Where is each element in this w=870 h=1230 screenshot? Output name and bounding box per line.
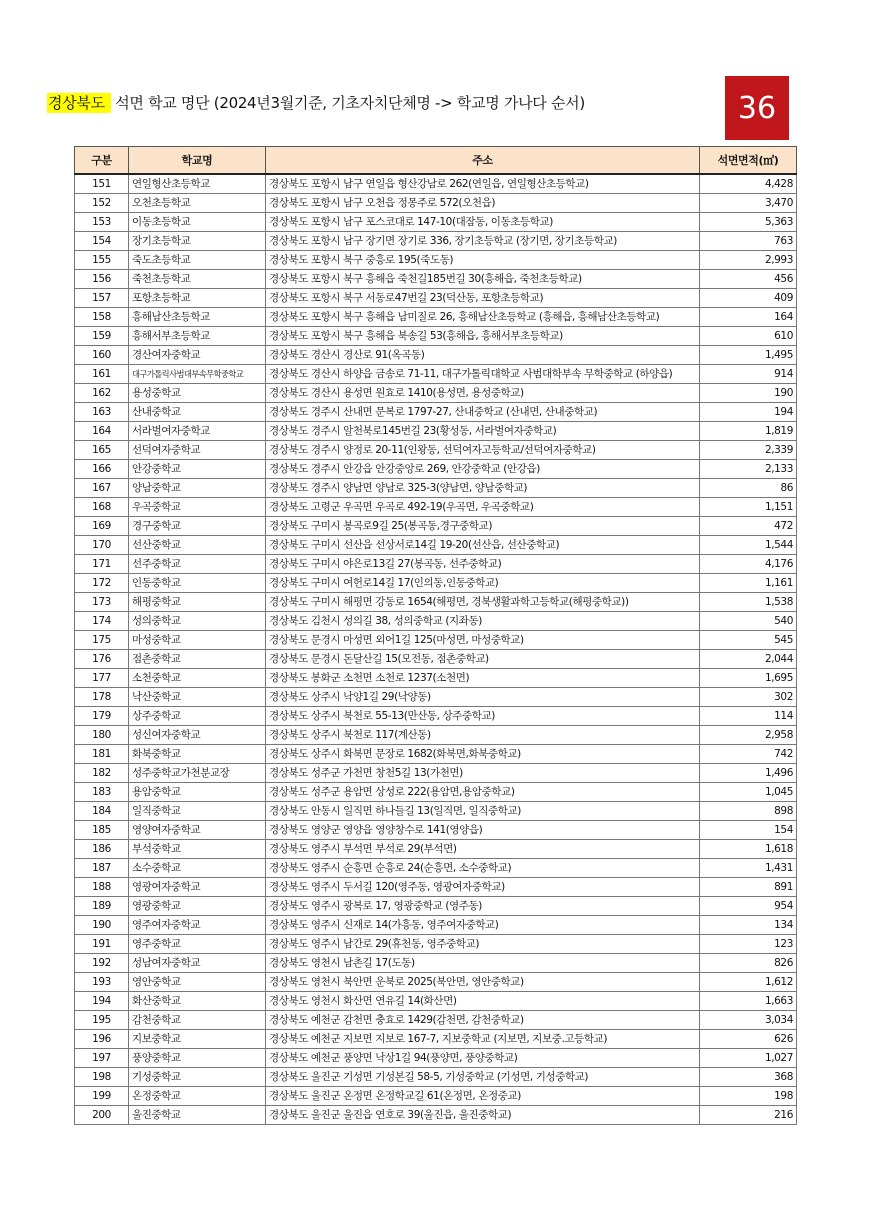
asbestos-area: 540 [700, 612, 797, 631]
table-row [75, 479, 797, 498]
school-name: 경산여자중학교 [129, 346, 266, 365]
school-name: 장기초등학교 [129, 232, 266, 251]
asbestos-area: 2,958 [700, 726, 797, 745]
table-row [75, 1087, 797, 1106]
asbestos-area: 1,618 [700, 840, 797, 859]
school-address: 경상북도 영천시 북안면 운북로 2025(북안면, 영안중학교) [266, 973, 700, 992]
asbestos-area: 1,538 [700, 593, 797, 612]
school-address: 경상북도 구미시 봉곡로9길 25(봉곡동,경구중학교) [266, 517, 700, 536]
school-name: 성신여자중학교 [129, 726, 266, 745]
row-number: 176 [75, 650, 129, 669]
school-address: 경상북도 영주시 광복로 17, 영광중학교 (영주동) [266, 897, 700, 916]
asbestos-area: 2,133 [700, 460, 797, 479]
school-address: 경상북도 경산시 하양읍 금송로 71-11, 대구가톨릭대학교 사범대학부속 무학중학교 (하양읍) [266, 365, 700, 384]
school-address: 경상북도 구미시 선산읍 선상서로14길 19-20(선산읍, 선산중학교) [266, 536, 700, 555]
table-header-row [75, 147, 797, 175]
school-name: 포항초등학교 [129, 289, 266, 308]
asbestos-area: 154 [700, 821, 797, 840]
row-number: 183 [75, 783, 129, 802]
row-number: 156 [75, 270, 129, 289]
school-name: 해평중학교 [129, 593, 266, 612]
table-row [75, 916, 797, 935]
school-address: 경상북도 포항시 남구 연일읍 형산강남로 262(연일읍, 연일형산초등학교) [266, 174, 700, 194]
column-header-asbestos-area: 석면면적(㎡) [700, 147, 797, 175]
school-name: 일직중학교 [129, 802, 266, 821]
asbestos-area: 2,993 [700, 251, 797, 270]
school-name: 우곡중학교 [129, 498, 266, 517]
school-name: 흥해남산초등학교 [129, 308, 266, 327]
row-number: 182 [75, 764, 129, 783]
asbestos-area: 134 [700, 916, 797, 935]
asbestos-area: 114 [700, 707, 797, 726]
school-address: 경상북도 경주시 양남면 양남로 325-3(양남면, 양남중학교) [266, 479, 700, 498]
school-address: 경상북도 경주시 양정로 20-11(인왕동, 선덕여자고등학교/선덕여자중학교) [266, 441, 700, 460]
school-name: 안강중학교 [129, 460, 266, 479]
column-header-number: 구분 [75, 147, 129, 175]
school-name: 영광중학교 [129, 897, 266, 916]
table-row [75, 460, 797, 479]
asbestos-area: 763 [700, 232, 797, 251]
table-row [75, 517, 797, 536]
table-row [75, 688, 797, 707]
table-row [75, 821, 797, 840]
school-name: 영안중학교 [129, 973, 266, 992]
row-number: 178 [75, 688, 129, 707]
asbestos-area: 2,044 [700, 650, 797, 669]
school-address: 경상북도 영주시 두서길 120(영주동, 영광여자중학교) [266, 878, 700, 897]
table-row [75, 992, 797, 1011]
table-row [75, 840, 797, 859]
table-row [75, 289, 797, 308]
school-name: 이동초등학교 [129, 213, 266, 232]
table-row [75, 422, 797, 441]
table-row [75, 631, 797, 650]
asbestos-area: 409 [700, 289, 797, 308]
row-number: 200 [75, 1106, 129, 1125]
asbestos-area: 1,495 [700, 346, 797, 365]
table-row [75, 555, 797, 574]
asbestos-area: 1,496 [700, 764, 797, 783]
school-name: 영주중학교 [129, 935, 266, 954]
row-number: 162 [75, 384, 129, 403]
asbestos-area: 123 [700, 935, 797, 954]
row-number: 197 [75, 1049, 129, 1068]
school-address: 경상북도 포항시 북구 흥해읍 북송길 53(흥해읍, 흥해서부초등학교) [266, 327, 700, 346]
school-name: 양남중학교 [129, 479, 266, 498]
school-name: 흥해서부초등학교 [129, 327, 266, 346]
school-address: 경상북도 성주군 가천면 창천5길 13(가천면) [266, 764, 700, 783]
table-row [75, 1011, 797, 1030]
school-address: 경상북도 영주시 순흥면 순흥로 24(순흥면, 소수중학교) [266, 859, 700, 878]
school-address: 경상북도 포항시 남구 장기면 장기로 336, 장기초등학교 (장기면, 장기초등학교) [266, 232, 700, 251]
table-row [75, 403, 797, 422]
asbestos-area: 1,045 [700, 783, 797, 802]
school-name: 선산중학교 [129, 536, 266, 555]
school-name: 풍양중학교 [129, 1049, 266, 1068]
table-row [75, 346, 797, 365]
asbestos-area: 198 [700, 1087, 797, 1106]
school-name: 부석중학교 [129, 840, 266, 859]
school-name: 선주중학교 [129, 555, 266, 574]
school-name: 기성중학교 [129, 1068, 266, 1087]
asbestos-area: 216 [700, 1106, 797, 1125]
school-name: 성남여자중학교 [129, 954, 266, 973]
school-name: 화산중학교 [129, 992, 266, 1011]
school-address: 경상북도 울진군 울진읍 연호로 39(울진읍, 울진중학교) [266, 1106, 700, 1125]
school-name: 점촌중학교 [129, 650, 266, 669]
asbestos-area: 1,431 [700, 859, 797, 878]
row-number: 193 [75, 973, 129, 992]
school-name: 울진중학교 [129, 1106, 266, 1125]
row-number: 164 [75, 422, 129, 441]
school-address: 경상북도 예천군 지보면 지보로 167-7, 지보중학교 (지보면, 지보중.고등학교) [266, 1030, 700, 1049]
school-address: 경상북도 경산시 용성면 원효로 1410(용성면, 용성중학교) [266, 384, 700, 403]
asbestos-area: 3,470 [700, 194, 797, 213]
row-number: 153 [75, 213, 129, 232]
table-row [75, 612, 797, 631]
school-address: 경상북도 울진군 온정면 온정학교길 61(온정면, 온정중교) [266, 1087, 700, 1106]
school-address: 경상북도 김천시 성의길 38, 성의중학교 (지좌동) [266, 612, 700, 631]
row-number: 151 [75, 174, 129, 194]
asbestos-area: 914 [700, 365, 797, 384]
asbestos-area: 826 [700, 954, 797, 973]
asbestos-area: 456 [700, 270, 797, 289]
school-address: 경상북도 포항시 북구 흥해읍 죽천길185번길 30(흥해읍, 죽천초등학교) [266, 270, 700, 289]
row-number: 181 [75, 745, 129, 764]
school-address: 경상북도 포항시 남구 포스코대로 147-10(대잠동, 이동초등학교) [266, 213, 700, 232]
asbestos-area: 164 [700, 308, 797, 327]
table-row [75, 650, 797, 669]
school-name: 낙산중학교 [129, 688, 266, 707]
row-number: 187 [75, 859, 129, 878]
asbestos-area: 1,819 [700, 422, 797, 441]
asbestos-area: 302 [700, 688, 797, 707]
row-number: 154 [75, 232, 129, 251]
table-row [75, 441, 797, 460]
asbestos-area: 954 [700, 897, 797, 916]
table-row [75, 174, 797, 194]
school-address: 경상북도 상주시 낙양1길 29(낙양동) [266, 688, 700, 707]
asbestos-area: 545 [700, 631, 797, 650]
asbestos-area: 742 [700, 745, 797, 764]
asbestos-area: 1,695 [700, 669, 797, 688]
row-number: 199 [75, 1087, 129, 1106]
row-number: 170 [75, 536, 129, 555]
table-row [75, 194, 797, 213]
row-number: 160 [75, 346, 129, 365]
table-row [75, 954, 797, 973]
asbestos-area: 1,151 [700, 498, 797, 517]
asbestos-area: 4,176 [700, 555, 797, 574]
school-address: 경상북도 성주군 용암면 상성로 222(용암면,용암중학교) [266, 783, 700, 802]
school-address: 경상북도 영천시 화산면 연유길 14(화산면) [266, 992, 700, 1011]
asbestos-area: 5,363 [700, 213, 797, 232]
table-row [75, 1049, 797, 1068]
school-name: 온정중학교 [129, 1087, 266, 1106]
school-name: 죽도초등학교 [129, 251, 266, 270]
school-name: 성주중학교가천분교장 [129, 764, 266, 783]
school-name: 성의중학교 [129, 612, 266, 631]
table-row [75, 213, 797, 232]
school-address: 경상북도 포항시 북구 중흥로 195(죽도동) [266, 251, 700, 270]
row-number: 180 [75, 726, 129, 745]
row-number: 185 [75, 821, 129, 840]
row-number: 177 [75, 669, 129, 688]
table-row [75, 707, 797, 726]
row-number: 166 [75, 460, 129, 479]
school-name: 영양여자중학교 [129, 821, 266, 840]
row-number: 172 [75, 574, 129, 593]
asbestos-area: 1,544 [700, 536, 797, 555]
school-name: 경구중학교 [129, 517, 266, 536]
title-subtitle: 석면 학교 명단 (2024년3월기준, 기초자치단체명 -> 학교명 가나다 순서) [110, 94, 585, 112]
school-address: 경상북도 상주시 화북면 문장로 1682(화북면,화북중학교) [266, 745, 700, 764]
table-row [75, 802, 797, 821]
table-row [75, 726, 797, 745]
column-header-school-name: 학교명 [129, 147, 266, 175]
school-address: 경상북도 고령군 우곡면 우곡로 492-19(우곡면, 우곡중학교) [266, 498, 700, 517]
row-number: 167 [75, 479, 129, 498]
school-name: 지보중학교 [129, 1030, 266, 1049]
row-number: 196 [75, 1030, 129, 1049]
asbestos-area: 626 [700, 1030, 797, 1049]
row-number: 157 [75, 289, 129, 308]
table-row [75, 973, 797, 992]
school-name: 서라벌여자중학교 [129, 422, 266, 441]
row-number: 168 [75, 498, 129, 517]
table-row [75, 384, 797, 403]
table-row [75, 897, 797, 916]
row-number: 155 [75, 251, 129, 270]
row-number: 188 [75, 878, 129, 897]
row-number: 191 [75, 935, 129, 954]
school-name: 화북중학교 [129, 745, 266, 764]
school-address: 경상북도 상주시 북천로 55-13(만산동, 상주중학교) [266, 707, 700, 726]
asbestos-area: 2,339 [700, 441, 797, 460]
table-row [75, 745, 797, 764]
row-number: 165 [75, 441, 129, 460]
school-address: 경상북도 봉화군 소천면 소천로 1237(소천면) [266, 669, 700, 688]
school-name: 소수중학교 [129, 859, 266, 878]
school-name: 영주여자중학교 [129, 916, 266, 935]
page-title [47, 92, 585, 113]
row-number: 198 [75, 1068, 129, 1087]
school-address: 경상북도 예천군 감천면 충효로 1429(감천면, 감천중학교) [266, 1011, 700, 1030]
school-name: 상주중학교 [129, 707, 266, 726]
row-number: 194 [75, 992, 129, 1011]
row-number: 169 [75, 517, 129, 536]
asbestos-area: 368 [700, 1068, 797, 1087]
row-number: 195 [75, 1011, 129, 1030]
school-address: 경상북도 구미시 야은로13길 27(봉곡동, 선주중학교) [266, 555, 700, 574]
school-address: 경상북도 안동시 일직면 하나들길 13(일직면, 일직중학교) [266, 802, 700, 821]
school-address: 경상북도 영양군 영양읍 영양창수로 141(영양읍) [266, 821, 700, 840]
row-number: 171 [75, 555, 129, 574]
school-address: 경상북도 경주시 알천북로145번길 23(황성동, 서라벌여자중학교) [266, 422, 700, 441]
table-row [75, 783, 797, 802]
row-number: 192 [75, 954, 129, 973]
table-row [75, 536, 797, 555]
table-row [75, 593, 797, 612]
row-number: 184 [75, 802, 129, 821]
table-row [75, 1068, 797, 1087]
school-name: 마성중학교 [129, 631, 266, 650]
asbestos-area: 1,027 [700, 1049, 797, 1068]
asbestos-area: 194 [700, 403, 797, 422]
school-name: 인동중학교 [129, 574, 266, 593]
table-row [75, 498, 797, 517]
school-name: 영광여자중학교 [129, 878, 266, 897]
asbestos-area: 4,428 [700, 174, 797, 194]
table-row [75, 365, 797, 384]
asbestos-area: 3,034 [700, 1011, 797, 1030]
row-number: 189 [75, 897, 129, 916]
school-name: 산내중학교 [129, 403, 266, 422]
row-number: 186 [75, 840, 129, 859]
row-number: 175 [75, 631, 129, 650]
school-name: 감천중학교 [129, 1011, 266, 1030]
school-address: 경상북도 문경시 마성면 외어1길 125(마성면, 마성중학교) [266, 631, 700, 650]
asbestos-area: 898 [700, 802, 797, 821]
table-row [75, 878, 797, 897]
school-list-table [74, 146, 797, 1125]
school-address: 경상북도 영주시 신재로 14(가흥동, 영주여자중학교) [266, 916, 700, 935]
table-row [75, 669, 797, 688]
row-number: 173 [75, 593, 129, 612]
row-number: 161 [75, 365, 129, 384]
table-row [75, 574, 797, 593]
table-row [75, 1106, 797, 1125]
school-address: 경상북도 구미시 해평면 강동로 1654(해평면, 경북생활과학고등학교(해평중학교)) [266, 593, 700, 612]
school-address: 경상북도 포항시 북구 서동로47번길 23(덕산동, 포항초등학교) [266, 289, 700, 308]
school-address: 경상북도 포항시 북구 흥해읍 남미질로 26, 흥해남산초등학교 (흥해읍, 흥해남산초등학교) [266, 308, 700, 327]
row-number: 179 [75, 707, 129, 726]
row-number: 158 [75, 308, 129, 327]
table-row [75, 270, 797, 289]
school-address: 경상북도 영천시 남촌길 17(도동) [266, 954, 700, 973]
table-row [75, 1030, 797, 1049]
school-address: 경상북도 울진군 기성면 기성본길 58-5, 기성중학교 (기성면, 기성중학교) [266, 1068, 700, 1087]
row-number: 174 [75, 612, 129, 631]
school-address: 경상북도 경주시 산내면 문복로 1797-27, 산내중학교 (산내면, 산내중학교) [266, 403, 700, 422]
school-address: 경상북도 경주시 안강읍 안강중앙로 269, 안강중학교 (안강읍) [266, 460, 700, 479]
table-row [75, 308, 797, 327]
column-header-address: 주소 [266, 147, 700, 175]
school-name: 용성중학교 [129, 384, 266, 403]
asbestos-area: 190 [700, 384, 797, 403]
school-name: 연일형산초등학교 [129, 174, 266, 194]
table-row [75, 859, 797, 878]
asbestos-area: 1,612 [700, 973, 797, 992]
school-address: 경상북도 포항시 남구 오천읍 정몽주로 572(오천읍) [266, 194, 700, 213]
table-row [75, 232, 797, 251]
asbestos-area: 472 [700, 517, 797, 536]
table-row [75, 764, 797, 783]
row-number: 163 [75, 403, 129, 422]
asbestos-area: 1,161 [700, 574, 797, 593]
table-row [75, 251, 797, 270]
school-address: 경상북도 구미시 여헌로14길 17(인의동,인동중학교) [266, 574, 700, 593]
school-address: 경상북도 문경시 돈달산길 15(모전동, 점촌중학교) [266, 650, 700, 669]
school-address: 경상북도 영주시 남간로 29(휴천동, 영주중학교) [266, 935, 700, 954]
asbestos-area: 1,663 [700, 992, 797, 1011]
school-address: 경상북도 예천군 풍양면 낙상1길 94(풍양면, 풍양중학교) [266, 1049, 700, 1068]
row-number: 152 [75, 194, 129, 213]
school-address: 경상북도 상주시 북천로 117(계산동) [266, 726, 700, 745]
page-number-badge: 36 [725, 76, 789, 140]
school-name: 선덕여자중학교 [129, 441, 266, 460]
school-address: 경상북도 영주시 부석면 부석로 29(부석면) [266, 840, 700, 859]
asbestos-area: 891 [700, 878, 797, 897]
title-region-highlight: 경상북도 [47, 93, 111, 113]
school-name: 용암중학교 [129, 783, 266, 802]
asbestos-area: 610 [700, 327, 797, 346]
table-row [75, 327, 797, 346]
school-name: 대구가톨릭사범대부속무학중학교 [129, 365, 266, 384]
school-address: 경상북도 경산시 경산로 91(옥곡동) [266, 346, 700, 365]
row-number: 190 [75, 916, 129, 935]
table-row [75, 935, 797, 954]
school-name: 죽천초등학교 [129, 270, 266, 289]
school-name: 소천중학교 [129, 669, 266, 688]
school-name: 오천초등학교 [129, 194, 266, 213]
asbestos-area: 86 [700, 479, 797, 498]
row-number: 159 [75, 327, 129, 346]
